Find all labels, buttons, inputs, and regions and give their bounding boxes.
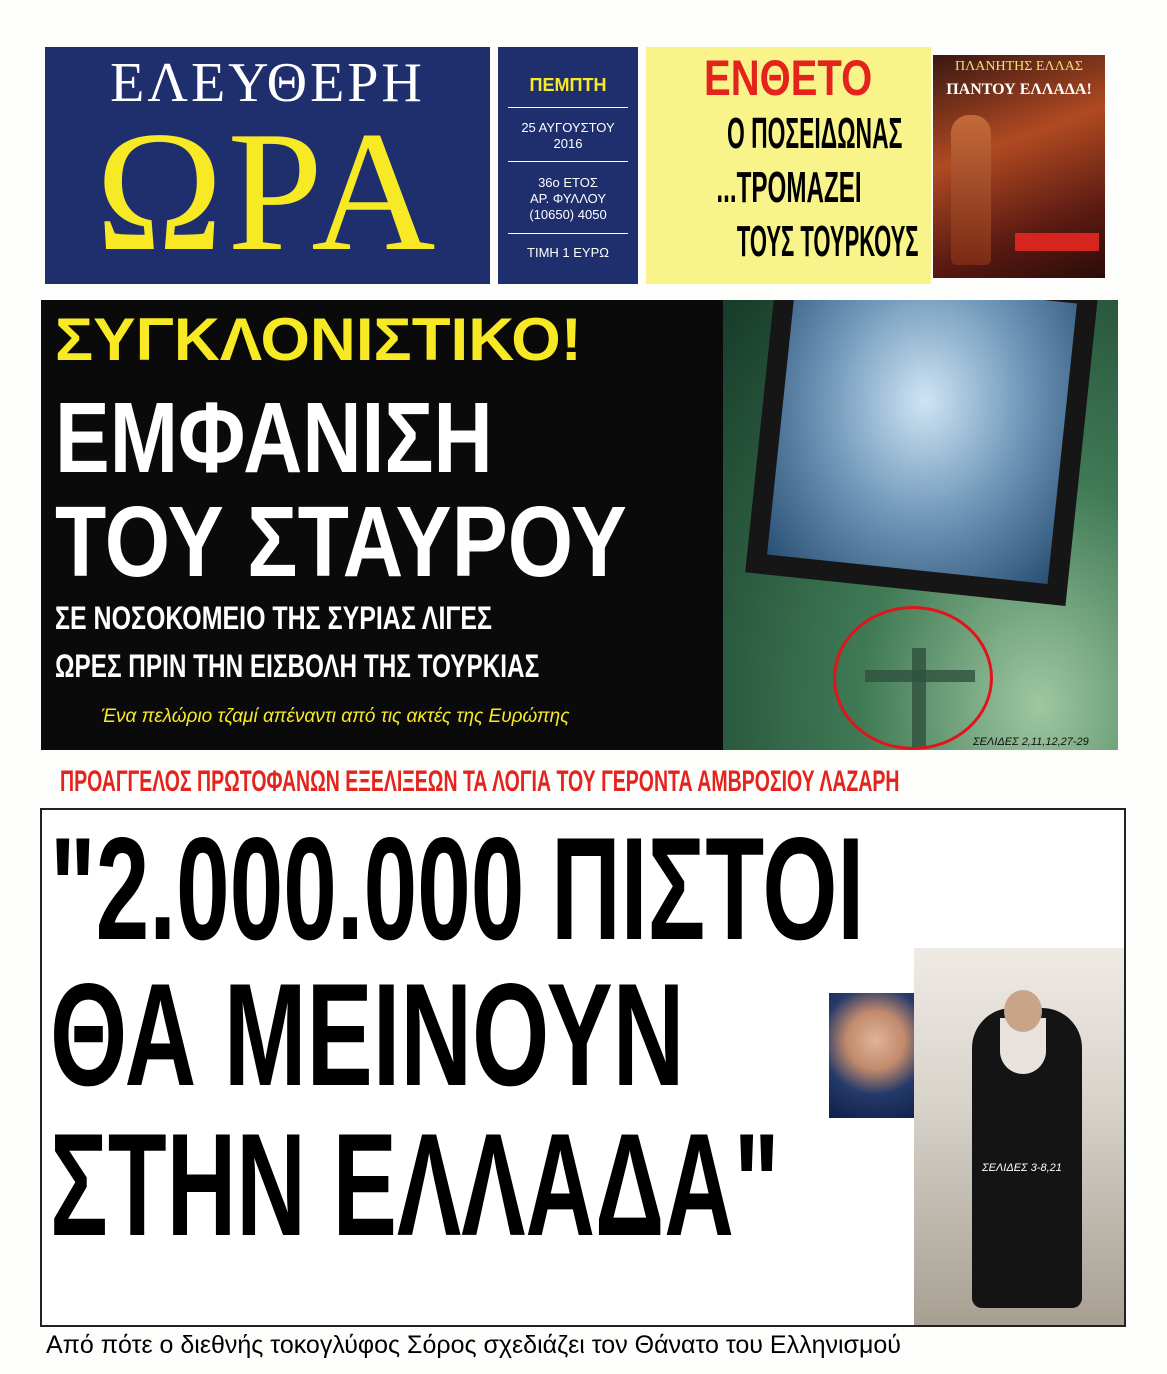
cover-banner — [1015, 233, 1099, 251]
supplement-line1: Ο ΠΟΣΕΙΔΩΝΑΣ — [726, 109, 903, 158]
statue-figure — [951, 115, 991, 265]
issue-number: (10650) 4050 — [529, 207, 607, 222]
quote-box — [40, 808, 1126, 1327]
quote-line2: ΘΑ ΜΕΙΝΟΥΝ — [50, 953, 685, 1116]
divider — [508, 161, 628, 162]
highlight-circle — [833, 606, 993, 750]
masthead-title-top: ΕΛΕΥΘΕΡΗ — [110, 52, 425, 114]
issue-year: 36ο ΕΤΟΣ — [538, 175, 598, 190]
lead-subheadline-line1: ΣΕ ΝΟΣΟΚΟΜΕΙΟ ΤΗΣ ΣΥΡΙΑΣ ΛΙΓΕΣ — [55, 600, 493, 636]
lead-headline-line2: ΤΟΥ ΣΤΑΥΡΟΥ — [55, 486, 627, 598]
masthead-title-main: ΩΡΑ — [95, 97, 440, 287]
bottom-caption: Από πότε ο διεθνής τοκογλύφος Σόρος σχεδιάζει τον Θάνατο του Ελληνισμού — [46, 1331, 901, 1359]
masthead — [45, 47, 490, 287]
supplement-cover-title: ΠΛΑΝΗΤΗΣ ΕΛΛΑΣ — [954, 59, 1084, 74]
lead-headline-line1: ΕΜΦΑΝΙΣΗ — [55, 382, 493, 494]
lead-caption: Ένα πελώριο τζαμί απέναντι από τις ακτές της Ευρώπης — [101, 706, 570, 727]
quote-line3: ΣΤΗΝ ΕΛΛΑΔΑ" — [50, 1103, 780, 1266]
lead-photo — [723, 300, 1118, 750]
supplement-cover-subtitle: ΠΑΝΤΟΥ ΕΛΛΑΔΑ! — [946, 81, 1092, 98]
lead-pages-ref: ΣΕΛΙΔΕΣ 2,11,12,27-29 — [973, 736, 1089, 748]
issue-day: ΠΕΜΠΤΗ — [529, 75, 607, 95]
portrait-photo — [829, 993, 922, 1118]
virgin-mary-icon — [767, 300, 1077, 584]
elder-photo — [914, 948, 1124, 1325]
lead-story — [41, 300, 1118, 750]
lead-subheadline-line2: ΩΡΕΣ ΠΡΙΝ ΤΗΝ ΕΙΣΒΟΛΗ ΤΗΣ ΤΟΥΡΚΙΑΣ — [55, 648, 540, 684]
supplement-line2: ...ΤΡΟΜΑΖΕΙ — [715, 163, 862, 212]
divider — [508, 107, 628, 108]
supplement-panel — [646, 47, 931, 284]
supplement-label: ΕΝΘΕΤΟ — [704, 50, 873, 106]
supplement-cover-image — [933, 55, 1105, 278]
issue-line: ΑΡ. ΦΥΛΛΟΥ — [529, 191, 607, 206]
supplement-line3: ΤΟΥΣ ΤΟΥΡΚΟΥΣ — [736, 217, 919, 266]
issue-date-line2: 2016 — [553, 136, 583, 151]
issue-date-line1: 25 ΑΥΓΟΥΣΤΟΥ — [521, 120, 615, 135]
quote-line1: "2.000.000 ΠΙΣΤΟΙ — [50, 808, 865, 970]
lead-kicker: ΣΥΓΚΛΟΝΙΣΤΙΚΟ! — [55, 306, 582, 373]
issue-price: ΤΙΜΗ 1 ΕΥΡΩ — [527, 245, 609, 260]
quote-pages-ref: ΣΕΛΙΔΕΣ 3-8,21 — [982, 1162, 1062, 1174]
divider — [508, 233, 628, 234]
face — [1004, 990, 1042, 1032]
issue-info — [498, 47, 638, 284]
second-strapline: ΠΡΟΑΓΓΕΛΟΣ ΠΡΩΤΟΦΑΝΩΝ ΕΞΕΛΙΞΕΩΝ ΤΑ ΛΟΓΙΑ ΤΟΥ ΓΕΡΟΝΤΑ ΑΜΒΡΟΣΙΟΥ ΛΑΖΑΡΗ — [60, 765, 900, 798]
